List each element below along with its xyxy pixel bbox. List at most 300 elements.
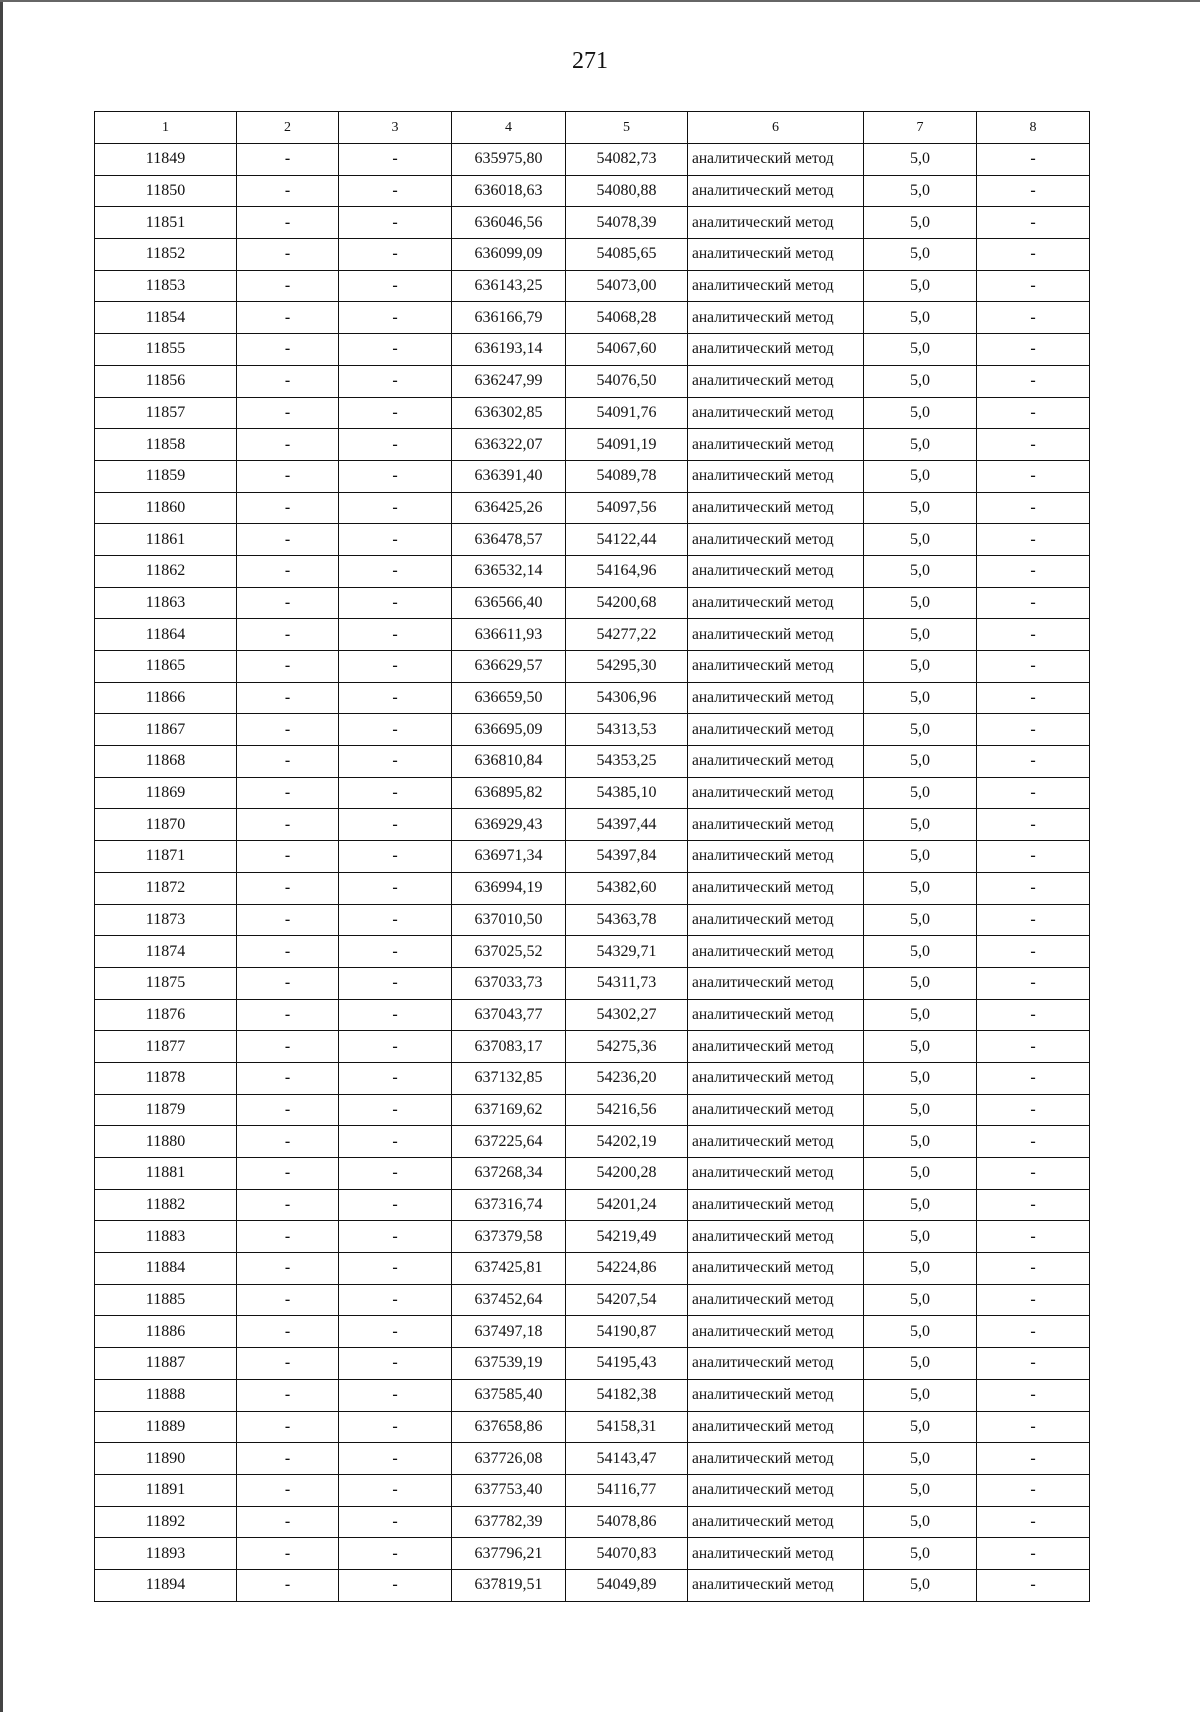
- cell-accuracy: 5,0: [864, 175, 977, 207]
- cell-point-number: 11864: [95, 619, 237, 651]
- cell-col-3: -: [339, 555, 452, 587]
- table-row: [95, 936, 1090, 968]
- cell-coord-x: 636629,57: [452, 651, 566, 683]
- cell-coord-y: 54219,49: [566, 1221, 688, 1253]
- cell-col-8: -: [977, 841, 1090, 873]
- cell-coord-y: 54067,60: [566, 334, 688, 366]
- cell-coord-y: 54397,84: [566, 841, 688, 873]
- cell-accuracy: 5,0: [864, 1126, 977, 1158]
- cell-method: аналитический метод: [688, 1158, 864, 1190]
- cell-col-3: -: [339, 1443, 452, 1475]
- cell-col-2: -: [237, 1284, 339, 1316]
- cell-col-8: -: [977, 872, 1090, 904]
- cell-col-8: -: [977, 1031, 1090, 1063]
- cell-col-3: -: [339, 999, 452, 1031]
- cell-col-3: -: [339, 1221, 452, 1253]
- cell-coord-y: 54275,36: [566, 1031, 688, 1063]
- cell-col-2: -: [237, 587, 339, 619]
- cell-col-2: -: [237, 904, 339, 936]
- cell-coord-y: 54078,39: [566, 207, 688, 239]
- table-row: [95, 397, 1090, 429]
- table-body: [95, 112, 1090, 1602]
- cell-col-2: -: [237, 1348, 339, 1380]
- cell-col-3: -: [339, 746, 452, 778]
- cell-method: аналитический метод: [688, 809, 864, 841]
- cell-method: аналитический метод: [688, 936, 864, 968]
- table-row: [95, 1094, 1090, 1126]
- cell-point-number: 11885: [95, 1284, 237, 1316]
- cell-point-number: 11882: [95, 1189, 237, 1221]
- cell-point-number: 11858: [95, 429, 237, 461]
- cell-coord-y: 54277,22: [566, 619, 688, 651]
- cell-coord-y: 54329,71: [566, 936, 688, 968]
- cell-coord-x: 636302,85: [452, 397, 566, 429]
- cell-col-3: -: [339, 777, 452, 809]
- cell-coord-y: 54313,53: [566, 714, 688, 746]
- cell-point-number: 11865: [95, 651, 237, 683]
- cell-coord-x: 637539,19: [452, 1348, 566, 1380]
- cell-coord-x: 636425,26: [452, 492, 566, 524]
- cell-coord-x: 637033,73: [452, 967, 566, 999]
- cell-point-number: 11849: [95, 144, 237, 176]
- table-row: [95, 1474, 1090, 1506]
- cell-method: аналитический метод: [688, 270, 864, 302]
- cell-method: аналитический метод: [688, 1284, 864, 1316]
- cell-point-number: 11879: [95, 1094, 237, 1126]
- cell-coord-x: 636099,09: [452, 239, 566, 271]
- cell-method: аналитический метод: [688, 619, 864, 651]
- table-row: [95, 682, 1090, 714]
- cell-accuracy: 5,0: [864, 302, 977, 334]
- cell-col-3: -: [339, 587, 452, 619]
- cell-point-number: 11874: [95, 936, 237, 968]
- cell-method: аналитический метод: [688, 1538, 864, 1570]
- cell-coord-x: 637083,17: [452, 1031, 566, 1063]
- cell-point-number: 11887: [95, 1348, 237, 1380]
- cell-method: аналитический метод: [688, 239, 864, 271]
- cell-point-number: 11890: [95, 1443, 237, 1475]
- cell-col-2: -: [237, 1253, 339, 1285]
- cell-coord-x: 636566,40: [452, 587, 566, 619]
- cell-col-3: -: [339, 1379, 452, 1411]
- cell-method: аналитический метод: [688, 1189, 864, 1221]
- cell-col-3: -: [339, 967, 452, 999]
- cell-accuracy: 5,0: [864, 999, 977, 1031]
- cell-coord-x: 637025,52: [452, 936, 566, 968]
- cell-col-2: -: [237, 1126, 339, 1158]
- cell-col-3: -: [339, 302, 452, 334]
- cell-col-8: -: [977, 334, 1090, 366]
- cell-method: аналитический метод: [688, 714, 864, 746]
- cell-point-number: 11891: [95, 1474, 237, 1506]
- table-row: [95, 492, 1090, 524]
- cell-coord-y: 54078,86: [566, 1506, 688, 1538]
- cell-col-2: -: [237, 207, 339, 239]
- cell-col-8: -: [977, 1253, 1090, 1285]
- cell-coord-x: 636810,84: [452, 746, 566, 778]
- cell-coord-y: 54202,19: [566, 1126, 688, 1158]
- table-row: [95, 524, 1090, 556]
- cell-col-8: -: [977, 492, 1090, 524]
- cell-point-number: 11876: [95, 999, 237, 1031]
- cell-coord-y: 54143,47: [566, 1443, 688, 1475]
- cell-col-2: -: [237, 872, 339, 904]
- cell-col-2: -: [237, 1443, 339, 1475]
- cell-col-8: -: [977, 1062, 1090, 1094]
- cell-col-8: -: [977, 555, 1090, 587]
- cell-method: аналитический метод: [688, 429, 864, 461]
- cell-col-8: -: [977, 651, 1090, 683]
- cell-coord-y: 54190,87: [566, 1316, 688, 1348]
- table-row: [95, 270, 1090, 302]
- cell-coord-y: 54070,83: [566, 1538, 688, 1570]
- table-row: [95, 1284, 1090, 1316]
- column-header-2: 2: [237, 112, 339, 144]
- cell-coord-x: 636895,82: [452, 777, 566, 809]
- cell-point-number: 11892: [95, 1506, 237, 1538]
- cell-accuracy: 5,0: [864, 397, 977, 429]
- cell-accuracy: 5,0: [864, 1316, 977, 1348]
- cell-point-number: 11852: [95, 239, 237, 271]
- cell-coord-x: 636971,34: [452, 841, 566, 873]
- cell-col-3: -: [339, 1189, 452, 1221]
- coordinates-table: [94, 111, 1090, 1602]
- cell-point-number: 11875: [95, 967, 237, 999]
- cell-point-number: 11871: [95, 841, 237, 873]
- cell-col-8: -: [977, 524, 1090, 556]
- table-row: [95, 1062, 1090, 1094]
- cell-method: аналитический метод: [688, 1316, 864, 1348]
- cell-point-number: 11850: [95, 175, 237, 207]
- cell-coord-x: 636659,50: [452, 682, 566, 714]
- cell-coord-y: 54085,65: [566, 239, 688, 271]
- cell-coord-y: 54311,73: [566, 967, 688, 999]
- cell-accuracy: 5,0: [864, 872, 977, 904]
- table-row: [95, 904, 1090, 936]
- cell-col-8: -: [977, 1411, 1090, 1443]
- cell-point-number: 11855: [95, 334, 237, 366]
- cell-col-2: -: [237, 555, 339, 587]
- table-row: [95, 1189, 1090, 1221]
- cell-col-2: -: [237, 239, 339, 271]
- cell-col-2: -: [237, 524, 339, 556]
- cell-col-2: -: [237, 1094, 339, 1126]
- cell-accuracy: 5,0: [864, 714, 977, 746]
- cell-coord-y: 54236,20: [566, 1062, 688, 1094]
- cell-coord-y: 54182,38: [566, 1379, 688, 1411]
- cell-col-2: -: [237, 334, 339, 366]
- cell-point-number: 11853: [95, 270, 237, 302]
- cell-coord-x: 637043,77: [452, 999, 566, 1031]
- cell-coord-x: 637225,64: [452, 1126, 566, 1158]
- cell-coord-y: 54097,56: [566, 492, 688, 524]
- cell-method: аналитический метод: [688, 1348, 864, 1380]
- cell-coord-x: 637425,81: [452, 1253, 566, 1285]
- cell-accuracy: 5,0: [864, 1443, 977, 1475]
- cell-method: аналитический метод: [688, 841, 864, 873]
- cell-coord-x: 637819,51: [452, 1569, 566, 1601]
- table-row: [95, 872, 1090, 904]
- cell-accuracy: 5,0: [864, 682, 977, 714]
- cell-accuracy: 5,0: [864, 1569, 977, 1601]
- cell-method: аналитический метод: [688, 651, 864, 683]
- cell-col-2: -: [237, 1506, 339, 1538]
- cell-col-8: -: [977, 619, 1090, 651]
- cell-col-8: -: [977, 809, 1090, 841]
- table-row: [95, 1316, 1090, 1348]
- cell-col-3: -: [339, 429, 452, 461]
- cell-col-2: -: [237, 1031, 339, 1063]
- cell-point-number: 11860: [95, 492, 237, 524]
- cell-coord-x: 636247,99: [452, 365, 566, 397]
- cell-col-8: -: [977, 1189, 1090, 1221]
- cell-accuracy: 5,0: [864, 904, 977, 936]
- scan-edge-left: [0, 0, 3, 1712]
- cell-accuracy: 5,0: [864, 239, 977, 271]
- cell-col-8: -: [977, 904, 1090, 936]
- cell-accuracy: 5,0: [864, 334, 977, 366]
- cell-col-3: -: [339, 1031, 452, 1063]
- cell-col-3: -: [339, 1316, 452, 1348]
- cell-col-3: -: [339, 239, 452, 271]
- cell-coord-x: 636143,25: [452, 270, 566, 302]
- cell-accuracy: 5,0: [864, 967, 977, 999]
- cell-col-2: -: [237, 175, 339, 207]
- table-row: [95, 777, 1090, 809]
- cell-accuracy: 5,0: [864, 1348, 977, 1380]
- cell-col-8: -: [977, 175, 1090, 207]
- column-header-5: 5: [566, 112, 688, 144]
- cell-coord-x: 636018,63: [452, 175, 566, 207]
- cell-method: аналитический метод: [688, 1506, 864, 1538]
- cell-accuracy: 5,0: [864, 1031, 977, 1063]
- cell-col-2: -: [237, 429, 339, 461]
- cell-coord-y: 54363,78: [566, 904, 688, 936]
- cell-point-number: 11866: [95, 682, 237, 714]
- column-header-6: 6: [688, 112, 864, 144]
- cell-coord-y: 54122,44: [566, 524, 688, 556]
- cell-accuracy: 5,0: [864, 1221, 977, 1253]
- table-row: [95, 809, 1090, 841]
- cell-coord-y: 54382,60: [566, 872, 688, 904]
- cell-point-number: 11873: [95, 904, 237, 936]
- cell-point-number: 11870: [95, 809, 237, 841]
- column-header-3: 3: [339, 112, 452, 144]
- cell-col-8: -: [977, 746, 1090, 778]
- cell-col-3: -: [339, 1253, 452, 1285]
- cell-col-8: -: [977, 1094, 1090, 1126]
- cell-col-2: -: [237, 1316, 339, 1348]
- cell-coord-y: 54201,24: [566, 1189, 688, 1221]
- cell-coord-y: 54397,44: [566, 809, 688, 841]
- cell-point-number: 11861: [95, 524, 237, 556]
- column-header-7: 7: [864, 112, 977, 144]
- cell-accuracy: 5,0: [864, 651, 977, 683]
- cell-coord-y: 54195,43: [566, 1348, 688, 1380]
- table-row: [95, 1348, 1090, 1380]
- cell-coord-x: 637316,74: [452, 1189, 566, 1221]
- cell-method: аналитический метод: [688, 334, 864, 366]
- page-number: 271: [572, 48, 608, 74]
- cell-col-2: -: [237, 809, 339, 841]
- table-row: [95, 1538, 1090, 1570]
- cell-col-3: -: [339, 1284, 452, 1316]
- cell-col-3: -: [339, 175, 452, 207]
- cell-coord-y: 54158,31: [566, 1411, 688, 1443]
- cell-col-8: -: [977, 1221, 1090, 1253]
- cell-accuracy: 5,0: [864, 746, 977, 778]
- table-row: [95, 1506, 1090, 1538]
- table-row: [95, 365, 1090, 397]
- cell-coord-y: 54073,00: [566, 270, 688, 302]
- cell-method: аналитический метод: [688, 587, 864, 619]
- table-row: [95, 175, 1090, 207]
- cell-col-2: -: [237, 1569, 339, 1601]
- cell-accuracy: 5,0: [864, 1284, 977, 1316]
- cell-col-8: -: [977, 302, 1090, 334]
- cell-coord-y: 54082,73: [566, 144, 688, 176]
- cell-accuracy: 5,0: [864, 492, 977, 524]
- cell-accuracy: 5,0: [864, 1379, 977, 1411]
- cell-method: аналитический метод: [688, 777, 864, 809]
- cell-coord-y: 54164,96: [566, 555, 688, 587]
- table-row: [95, 1443, 1090, 1475]
- cell-method: аналитический метод: [688, 207, 864, 239]
- cell-col-8: -: [977, 714, 1090, 746]
- cell-col-8: -: [977, 777, 1090, 809]
- cell-accuracy: 5,0: [864, 524, 977, 556]
- cell-col-3: -: [339, 872, 452, 904]
- table-row: [95, 999, 1090, 1031]
- cell-point-number: 11893: [95, 1538, 237, 1570]
- cell-method: аналитический метод: [688, 999, 864, 1031]
- cell-coord-x: 637010,50: [452, 904, 566, 936]
- cell-point-number: 11868: [95, 746, 237, 778]
- cell-coord-x: 637169,62: [452, 1094, 566, 1126]
- cell-coord-x: 637132,85: [452, 1062, 566, 1094]
- cell-col-8: -: [977, 1443, 1090, 1475]
- cell-col-8: -: [977, 429, 1090, 461]
- table-row: [95, 144, 1090, 176]
- cell-col-8: -: [977, 397, 1090, 429]
- cell-col-3: -: [339, 1126, 452, 1158]
- table-row: [95, 1221, 1090, 1253]
- cell-col-3: -: [339, 1158, 452, 1190]
- cell-coord-y: 54385,10: [566, 777, 688, 809]
- cell-col-3: -: [339, 682, 452, 714]
- cell-method: аналитический метод: [688, 397, 864, 429]
- cell-coord-y: 54295,30: [566, 651, 688, 683]
- cell-accuracy: 5,0: [864, 460, 977, 492]
- cell-coord-x: 637452,64: [452, 1284, 566, 1316]
- cell-col-3: -: [339, 1348, 452, 1380]
- cell-col-8: -: [977, 239, 1090, 271]
- cell-method: аналитический метод: [688, 1443, 864, 1475]
- cell-method: аналитический метод: [688, 1474, 864, 1506]
- cell-coord-x: 635975,80: [452, 144, 566, 176]
- table-row: [95, 587, 1090, 619]
- cell-method: аналитический метод: [688, 1221, 864, 1253]
- cell-point-number: 11889: [95, 1411, 237, 1443]
- cell-col-3: -: [339, 841, 452, 873]
- cell-coord-x: 636532,14: [452, 555, 566, 587]
- cell-method: аналитический метод: [688, 144, 864, 176]
- cell-method: аналитический метод: [688, 524, 864, 556]
- cell-coord-y: 54224,86: [566, 1253, 688, 1285]
- cell-col-8: -: [977, 1506, 1090, 1538]
- cell-coord-x: 637782,39: [452, 1506, 566, 1538]
- cell-method: аналитический метод: [688, 1379, 864, 1411]
- cell-coord-y: 54302,27: [566, 999, 688, 1031]
- cell-point-number: 11857: [95, 397, 237, 429]
- cell-col-2: -: [237, 841, 339, 873]
- cell-coord-y: 54306,96: [566, 682, 688, 714]
- cell-col-3: -: [339, 1474, 452, 1506]
- cell-point-number: 11880: [95, 1126, 237, 1158]
- table-row: [95, 714, 1090, 746]
- cell-accuracy: 5,0: [864, 365, 977, 397]
- cell-col-3: -: [339, 144, 452, 176]
- cell-accuracy: 5,0: [864, 1411, 977, 1443]
- cell-point-number: 11886: [95, 1316, 237, 1348]
- cell-coord-x: 636046,56: [452, 207, 566, 239]
- cell-coord-y: 54207,54: [566, 1284, 688, 1316]
- cell-col-2: -: [237, 619, 339, 651]
- cell-accuracy: 5,0: [864, 1474, 977, 1506]
- cell-accuracy: 5,0: [864, 429, 977, 461]
- cell-method: аналитический метод: [688, 904, 864, 936]
- cell-col-3: -: [339, 619, 452, 651]
- cell-accuracy: 5,0: [864, 809, 977, 841]
- cell-method: аналитический метод: [688, 365, 864, 397]
- cell-col-2: -: [237, 1474, 339, 1506]
- cell-col-3: -: [339, 714, 452, 746]
- cell-col-3: -: [339, 1538, 452, 1570]
- table-row: [95, 1411, 1090, 1443]
- cell-point-number: 11856: [95, 365, 237, 397]
- cell-col-8: -: [977, 587, 1090, 619]
- cell-point-number: 11862: [95, 555, 237, 587]
- cell-col-8: -: [977, 1348, 1090, 1380]
- cell-col-2: -: [237, 492, 339, 524]
- cell-method: аналитический метод: [688, 1094, 864, 1126]
- cell-point-number: 11884: [95, 1253, 237, 1285]
- table-row: [95, 1126, 1090, 1158]
- cell-point-number: 11872: [95, 872, 237, 904]
- cell-col-8: -: [977, 1538, 1090, 1570]
- cell-coord-y: 54200,68: [566, 587, 688, 619]
- cell-method: аналитический метод: [688, 682, 864, 714]
- table-row: [95, 460, 1090, 492]
- cell-coord-x: 636391,40: [452, 460, 566, 492]
- cell-coord-y: 54200,28: [566, 1158, 688, 1190]
- cell-method: аналитический метод: [688, 1126, 864, 1158]
- cell-coord-x: 636478,57: [452, 524, 566, 556]
- cell-accuracy: 5,0: [864, 270, 977, 302]
- cell-coord-x: 637726,08: [452, 1443, 566, 1475]
- cell-point-number: 11859: [95, 460, 237, 492]
- cell-col-8: -: [977, 936, 1090, 968]
- cell-col-2: -: [237, 397, 339, 429]
- cell-method: аналитический метод: [688, 555, 864, 587]
- cell-method: аналитический метод: [688, 492, 864, 524]
- cell-coord-x: 637796,21: [452, 1538, 566, 1570]
- table-row: [95, 302, 1090, 334]
- table-row: [95, 207, 1090, 239]
- table-row: [95, 239, 1090, 271]
- cell-col-2: -: [237, 1158, 339, 1190]
- table-row: [95, 1031, 1090, 1063]
